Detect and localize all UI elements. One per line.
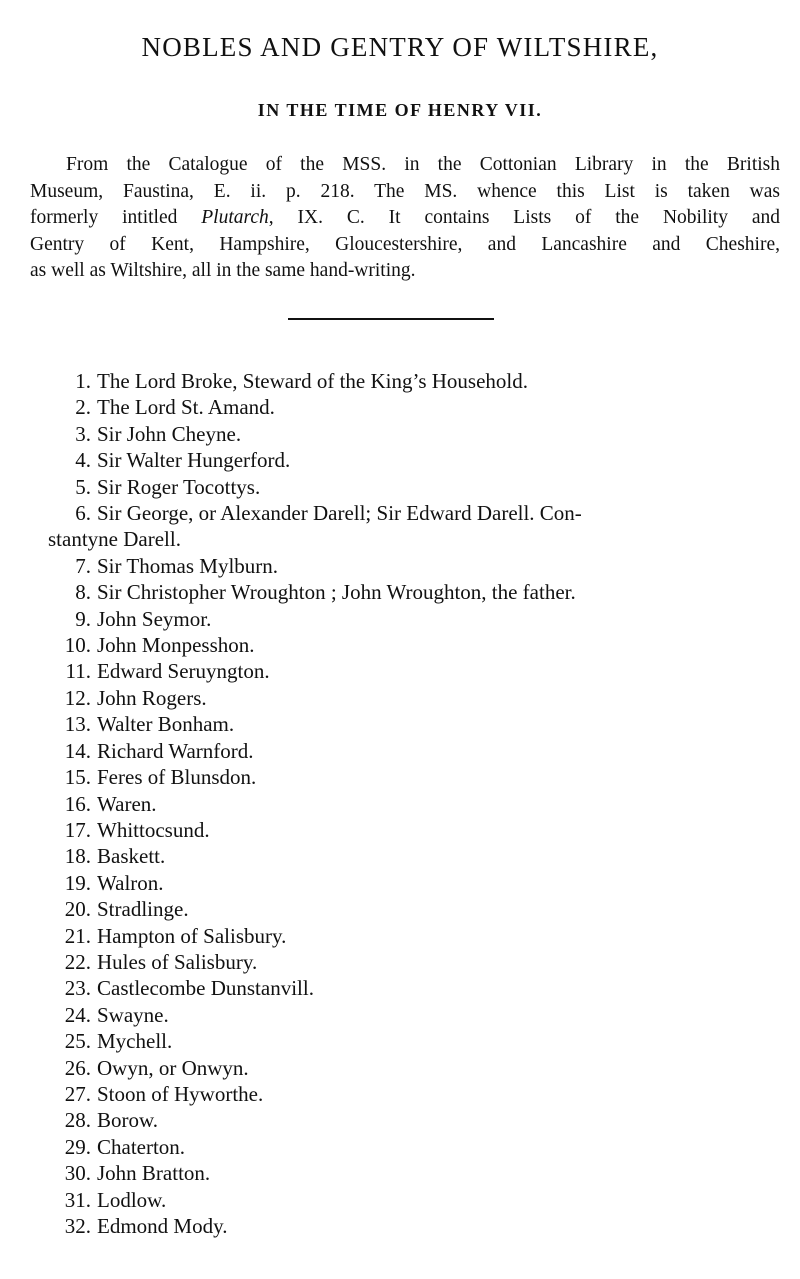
intro-paragraph (30, 152, 780, 285)
list-item (0, 870, 800, 896)
intro-line-text: formerly intitled Plutarch, IX. C. It contains Lists of the Nobility and (30, 207, 780, 228)
list-item-text: Sir Thomas Mylburn. (97, 553, 279, 578)
list-item-text: Sir John Cheyne. (97, 421, 242, 446)
list-item-number: 27. (64, 1081, 91, 1106)
list-item (0, 685, 800, 711)
list-item-text: John Rogers. (97, 685, 207, 710)
list-item-number: 16. (64, 791, 91, 816)
list-item (0, 1160, 800, 1186)
list-item-text: John Bratton. (97, 1161, 211, 1186)
list-item (0, 896, 800, 922)
list-item (0, 1081, 800, 1107)
list-item (0, 711, 800, 737)
list-item-number: 7. (75, 553, 91, 578)
list-item-text: Whittocsund. (97, 817, 210, 842)
list-item (0, 1134, 800, 1160)
list-item-text: Waren. (97, 791, 157, 816)
list-item (0, 632, 800, 658)
list-item-number: 1. (75, 369, 91, 393)
list-item (0, 579, 800, 605)
list-item-number: 22. (64, 949, 91, 974)
list-item (0, 553, 800, 579)
list-item-number: 12. (64, 685, 91, 710)
list-item-text: The Lord Broke, Steward of the King’s Household. (97, 369, 529, 393)
list-item-number: 21. (64, 923, 91, 948)
list-item-text: Castlecombe Dunstanvill. (97, 976, 314, 1001)
list-item (0, 1187, 800, 1213)
list-item-number: 29. (64, 1134, 91, 1159)
list-item-number: 10. (64, 633, 91, 658)
intro-line: From the Catalogue of the MSS. in the Cottonian Library in the British (66, 154, 780, 175)
list-item-number: 13. (64, 712, 91, 737)
list-item-number: 23. (64, 976, 91, 1001)
list-item (0, 1002, 800, 1028)
page-title: NOBLES AND GENTRY OF WILTSHIRE, (141, 32, 659, 62)
list-item (0, 474, 800, 500)
list-item-number: 24. (64, 1002, 91, 1027)
list-item (0, 949, 800, 975)
list-item (0, 606, 800, 632)
list-item-number: 9. (75, 606, 91, 631)
list-item-number: 28. (64, 1108, 91, 1133)
list-item-number: 5. (75, 474, 91, 499)
intro-line: Museum, Faustina, E. ii. p. 218. The MS. whence this List is taken was (30, 180, 780, 202)
list-item-text: Edward Seruyngton. (97, 659, 270, 684)
section-divider (288, 318, 494, 320)
list-item-text: Hules of Salisbury. (97, 949, 258, 974)
list-item (0, 738, 800, 764)
list-item (0, 975, 800, 1001)
list-item-text: Sir George, or Alexander Darell; Sir Edward Darell. Con- (97, 501, 582, 526)
nobles-list (0, 368, 800, 1239)
list-item-text: Sir Roger Tocottys. (97, 474, 261, 499)
list-item-number: 14. (64, 738, 91, 763)
list-item-text: The Lord St. Amand. (97, 395, 275, 420)
list-item-text: Richard Warnford. (97, 738, 254, 763)
list-item-number: 19. (64, 870, 91, 895)
list-item (0, 923, 800, 949)
list-item-number: 32. (64, 1214, 91, 1238)
list-item-number: 25. (64, 1029, 91, 1054)
list-item (0, 500, 800, 526)
list-item (0, 1028, 800, 1054)
list-item-number: 6. (75, 501, 91, 526)
list-item-continuation: stantyne Darell. (48, 527, 181, 552)
list-item-text: Walron. (97, 870, 164, 895)
intro-line-plutarch (30, 205, 780, 232)
list-item (0, 1107, 800, 1133)
list-item-text: Chaterton. (97, 1134, 186, 1159)
list-item-number: 18. (64, 844, 91, 869)
list-item (0, 764, 800, 790)
list-item (0, 1055, 800, 1081)
list-item-number: 30. (64, 1161, 91, 1186)
list-item (0, 394, 800, 420)
list-item-number: 15. (64, 765, 91, 790)
list-item-text: Hampton of Salisbury. (97, 923, 287, 948)
page-subtitle: IN THE TIME OF HENRY VII. (257, 100, 543, 120)
list-item (0, 817, 800, 843)
italic-title: Plutarch (201, 207, 269, 228)
list-item-number: 26. (64, 1055, 91, 1080)
list-item-number: 11. (65, 659, 91, 684)
list-item (0, 658, 800, 684)
list-item (0, 447, 800, 473)
list-item-number: 17. (64, 817, 91, 842)
list-item-number: 8. (75, 580, 91, 605)
list-item-text: Swayne. (97, 1002, 169, 1027)
list-item (0, 421, 800, 447)
list-item-text: Mychell. (97, 1029, 173, 1054)
list-item-number: 2. (75, 395, 91, 420)
list-item-text: Sir Walter Hungerford. (97, 448, 291, 473)
list-item-text: Stradlinge. (97, 897, 189, 922)
list-item-text: John Seymor. (97, 606, 212, 631)
list-item-number: 31. (64, 1187, 91, 1212)
list-item-text: Lodlow. (97, 1187, 167, 1212)
list-item-number: 3. (75, 421, 91, 446)
list-item (0, 1213, 800, 1239)
list-item-number: 20. (64, 897, 91, 922)
list-item (0, 368, 800, 394)
list-item-text: Baskett. (97, 844, 166, 869)
intro-line: as well as Wiltshire, all in the same hand-writing. (30, 260, 416, 281)
list-item-text: John Monpesshon. (97, 633, 255, 658)
list-item-text: Edmond Mody. (97, 1214, 228, 1238)
list-item-text: Borow. (97, 1108, 159, 1133)
list-item-text: Feres of Blunsdon. (97, 765, 257, 790)
list-item-number: 4. (75, 448, 91, 473)
list-item-text: Stoon of Hyworthe. (97, 1081, 264, 1106)
list-item-text: Sir Christopher Wroughton ; John Wroughton, the father. (97, 580, 576, 605)
list-item (0, 791, 800, 817)
list-item-text: Walter Bonham. (97, 712, 235, 737)
list-item (0, 843, 800, 869)
intro-line: Gentry of Kent, Hampshire, Gloucestershire, and Lancashire and Cheshire, (30, 233, 780, 255)
list-item-text: Owyn, or Onwyn. (97, 1055, 249, 1080)
